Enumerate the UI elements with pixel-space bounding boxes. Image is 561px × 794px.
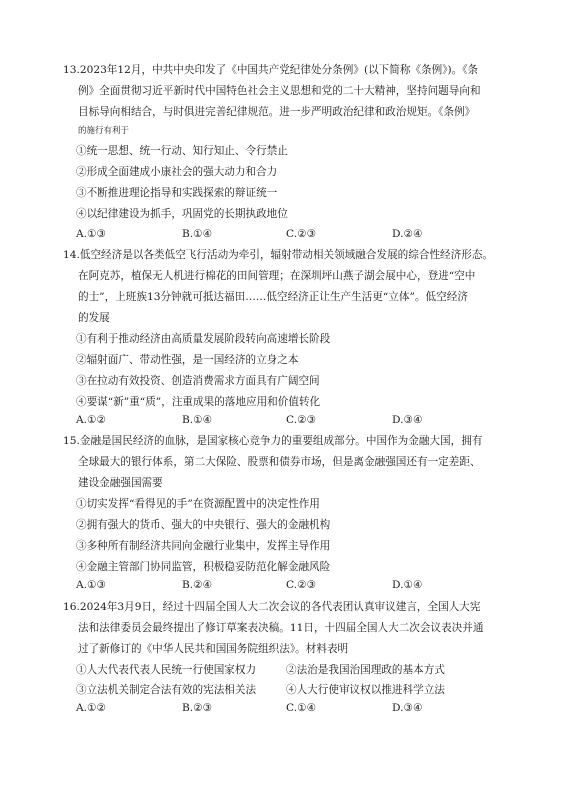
q14-choice-d[interactable]: D.③④ — [392, 414, 423, 426]
q13-option-4[interactable]: ④以纪律建设为抓手，巩固党的长期执政地位 — [76, 208, 288, 220]
q14-choice-a[interactable]: A.①② — [76, 414, 107, 426]
q14-choice-b[interactable]: B.①④ — [182, 414, 213, 426]
q16-option-1[interactable]: ①人大代表代表人民统一行使国家权力 — [76, 664, 257, 676]
q16-option-3[interactable]: ③立法机关制定合法有效的宪法相关法 — [76, 684, 257, 696]
q13-option-2[interactable]: ②形成全面建成小康社会的强大动力和合力 — [76, 166, 278, 178]
q13-choice-a[interactable]: A.①③ — [76, 228, 107, 240]
q14-stem-line: 的士”，上班族13分钟就可抵达福田……低空经济正让生产生活更“立体”。低空经济 — [78, 291, 468, 303]
q16-option-2[interactable]: ②法治是我国治国理政的基本方式 — [286, 664, 445, 676]
q13-stem-line: 13.2023年12月，中共中央印发了《中国共产党纪律处分条例》(以下简称《条例》)。《条 — [63, 64, 479, 76]
q14-stem-line: 的发展 — [78, 312, 110, 324]
q15-option-4[interactable]: ④金融主管部门协同监管，积极稳妥防范化解金融风险 — [76, 561, 331, 573]
q14-option-1[interactable]: ①有利于推动经济由高质量发展阶段转向高速增长阶段 — [76, 333, 331, 345]
q16-choice-a[interactable]: A.①② — [76, 702, 107, 714]
q13-option-3[interactable]: ③不断推进理论指导和实践探索的辩证统一 — [76, 187, 278, 199]
q14-option-3[interactable]: ③在拉动有效投资、创造消费需求方面具有广阔空间 — [76, 375, 320, 387]
q13-choice-d[interactable]: D.②④ — [392, 228, 423, 240]
q15-option-2[interactable]: ②拥有强大的货币、强大的中央银行、强大的金融机构 — [76, 519, 331, 531]
q13-stem-line: 的施行有利于 — [78, 126, 130, 136]
q15-stem-line: 全球最大的银行体系，第二大保险、股票和债券市场，但是离金融强国还有一定差距、 — [78, 456, 481, 468]
q16-choice-d[interactable]: D.③④ — [392, 702, 423, 714]
q16-stem-line: 法和法律委员会最终提出了修订草案表决稿。11日，十四届全国人大二次会议表决并通 — [78, 622, 484, 634]
q13-stem-line: 例》全面贯彻习近平新时代中国特色社会主义思想和党的二十大精神，坚持问题导向和 — [78, 85, 481, 97]
q15-choice-d[interactable]: D.①④ — [392, 579, 423, 591]
q14-option-4[interactable]: ④要谋“新”重“质”，注重成果的落地应用和价值转化 — [76, 396, 321, 408]
q15-option-3[interactable]: ③多种所有制经济共同向金融行业集中，发挥主导作用 — [76, 540, 331, 552]
q15-choice-c[interactable]: C.②③ — [286, 579, 317, 591]
q13-choice-c[interactable]: C.②③ — [286, 228, 317, 240]
q15-choice-a[interactable]: A.①③ — [76, 579, 107, 591]
q13-choice-b[interactable]: B.①④ — [182, 228, 213, 240]
q16-stem-line: 过了新修订的《中华人民共和国国务院组织法》。材料表明 — [78, 643, 349, 655]
q16-choice-b[interactable]: B.②③ — [182, 702, 213, 714]
q14-choice-c[interactable]: C.②③ — [286, 414, 317, 426]
q13-option-1[interactable]: ①统一思想、统一行动、知行知止、令行禁止 — [76, 145, 288, 157]
q16-choice-c[interactable]: C.①④ — [286, 702, 317, 714]
q16-option-4[interactable]: ④人大行使审议权以推进科学立法 — [286, 684, 445, 696]
q14-stem-line: 14.低空经济是以各类低空飞行活动为牵引，辐射带动相关领域融合发展的综合性经济形态。 — [63, 249, 494, 261]
q15-option-1[interactable]: ①切实发挥“看得见的手”在资源配置中的决定性作用 — [76, 498, 320, 510]
q14-stem-line: 在阿克苏，植保无人机进行棉花的田间管理；在深圳坪山燕子湖会展中心，登进“空中 — [78, 270, 476, 282]
q15-stem-line: 建设金融强国需要 — [78, 477, 163, 489]
q14-option-2[interactable]: ②辐射面广、带动性强，是一国经济的立身之本 — [76, 354, 299, 366]
q15-stem-line: 15.金融是国民经济的血脉，是国家核心竞争力的重要组成部分。中国作为金融大国，拥有 — [63, 435, 483, 447]
q15-choice-b[interactable]: B.②④ — [182, 579, 213, 591]
q16-stem-line: 16.2024年3月9日，经过十四届全国人大二次会议的各代表团认真审议建言，全国人大宪 — [63, 601, 481, 613]
q13-stem-line: 目标导向相结合，与时俱进完善纪律规范。进一步严明政治纪律和政治规矩。《条例》 — [78, 106, 476, 118]
